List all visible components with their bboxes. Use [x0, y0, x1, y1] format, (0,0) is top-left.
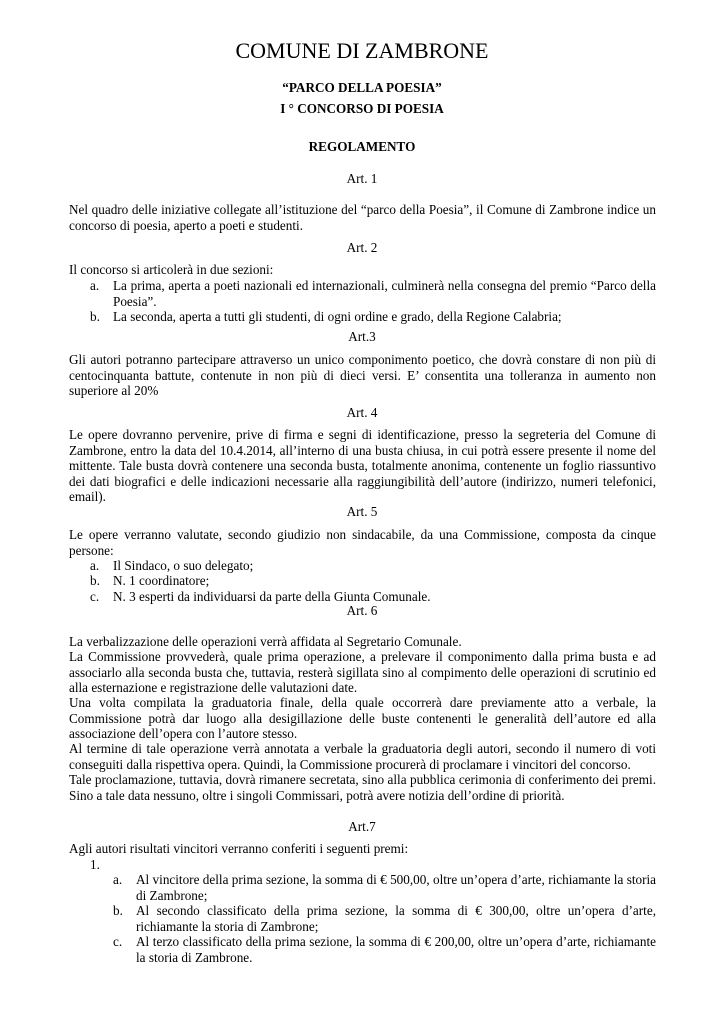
art1-text: Nel quadro delle iniziative collegate all’istituzione del “parco della Poesia”, il Comune di Zambrone indice un concorso di poesia, aperto a poeti e studenti. [69, 202, 656, 233]
art7-heading: Art.7 [348, 819, 376, 834]
art2-heading: Art. 2 [346, 240, 378, 255]
art1-heading: Art. 1 [346, 171, 378, 186]
list-item [113, 872, 656, 903]
list-item [90, 558, 656, 574]
contest-edition: I ° CONCORSO DI POESIA [280, 101, 444, 116]
list-number: 1. [90, 857, 100, 872]
art6-paragraph: La Commissione provvederà, quale prima operazione, a prelevare il componimento dalla prima busta e ad associarlo alla seconda busta che, tuttavia, resterà sigillata sino al compimento delle operazioni di scrutinio ed alla esternazione e registrazione delle valutazioni date. [69, 649, 656, 696]
list-marker: b. [90, 573, 100, 588]
list-marker: a. [90, 278, 100, 293]
contest-name: “PARCO DELLA POESIA” [282, 80, 442, 95]
list-item [90, 278, 656, 309]
art6-paragraph: Al termine di tale operazione verrà annotata a verbale la graduatoria degli autori, secondo il numero di voti conseguiti dalla rispettiva opera. Quindi, la Commissione procurerà di proclamare i vincitori del concorso. [69, 741, 656, 772]
list-marker: c. [90, 589, 100, 604]
list-text: Al terzo classificato della prima sezione, la somma di € 200,00, oltre un’opera d’arte, richiamante la storia di Zambrone. [136, 934, 656, 965]
art6-paragraph: Una volta compilata la graduatoria finale, della quale occorrerà dare previamente atto a verbale, la Commissione potrà dar luogo alla desigillazione delle buste contenenti le generalità dell’autore ed alla associazione dell’opera con l’autore stesso. [69, 695, 656, 742]
list-text: N. 1 coordinatore; [113, 573, 210, 588]
list-item [113, 934, 656, 965]
art3-text: Gli autori potranno partecipare attraverso un unico componimento poetico, che dovrà constare di non più di centocinquanta battute, contenute in non più di dieci versi. E’ consentita una tolleranza in aumento non superiore al 20% [69, 352, 656, 399]
list-item [90, 573, 656, 589]
art2-intro: Il concorso si articolerà in due sezioni: [69, 262, 274, 277]
art5-text: Le opere verranno valutate, secondo giudizio non sindacabile, da una Commissione, composta da cinque persone: [69, 527, 656, 558]
list-marker: a. [90, 558, 100, 573]
list-text: La seconda, aperta a tutti gli studenti, di ogni ordine e grado, della Regione Calabria; [113, 309, 562, 324]
list-marker: a. [113, 872, 123, 887]
art5-heading: Art. 5 [346, 504, 378, 519]
art4-heading: Art. 4 [346, 405, 378, 420]
list-marker: b. [90, 309, 100, 324]
list-marker: b. [113, 903, 123, 918]
list-text: Il Sindaco, o suo delegato; [113, 558, 254, 573]
art6-heading: Art. 6 [346, 603, 378, 618]
regulation-heading: REGOLAMENTO [308, 139, 416, 154]
art6-paragraph: Tale proclamazione, tuttavia, dovrà rimanere secretata, sino alla pubblica cerimonia di conferimento dei premi. Sino a tale data nessuno, oltre i singoli Commissari, potrà avere notizia dell’ordine di priorità. [69, 772, 656, 803]
list-text: N. 3 esperti da individuarsi da parte della Giunta Comunale. [113, 589, 431, 604]
art7-intro: Agli autori risultati vincitori verranno conferiti i seguenti premi: [69, 841, 409, 856]
list-item [90, 309, 656, 325]
art4-text: Le opere dovranno pervenire, prive di firma e segni di identificazione, presso la segreteria del Comune di Zambrone, entro la data del 10.4.2014, all’interno di una busta chiusa, in cui potrà essere presente il nome del mittente. Tale busta dovrà contenere una seconda busta, totalmente anonima, contenente un foglio riassuntivo dei dati biografici e delle indicazioni necessarie alla raggiungibilità dell’autore (indirizzo, numeri telefonici, email). [69, 427, 656, 505]
document-title: COMUNE DI ZAMBRONE [235, 38, 489, 63]
art3-heading: Art.3 [348, 329, 376, 344]
list-marker: c. [113, 934, 123, 949]
list-text: La prima, aperta a poeti nazionali ed internazionali, culminerà nella consegna del premio “Parco della Poesia”. [113, 278, 656, 309]
list-item [113, 903, 656, 934]
list-text: Al secondo classificato della prima sezione, la somma di € 300,00, oltre un’opera d’arte, richiamante la storia di Zambrone; [136, 903, 656, 934]
list-text: Al vincitore della prima sezione, la somma di € 500,00, oltre un’opera d’arte, richiamante la storia di Zambrone; [136, 872, 656, 903]
art6-paragraph: La verbalizzazione delle operazioni verrà affidata al Segretario Comunale. [69, 634, 462, 649]
